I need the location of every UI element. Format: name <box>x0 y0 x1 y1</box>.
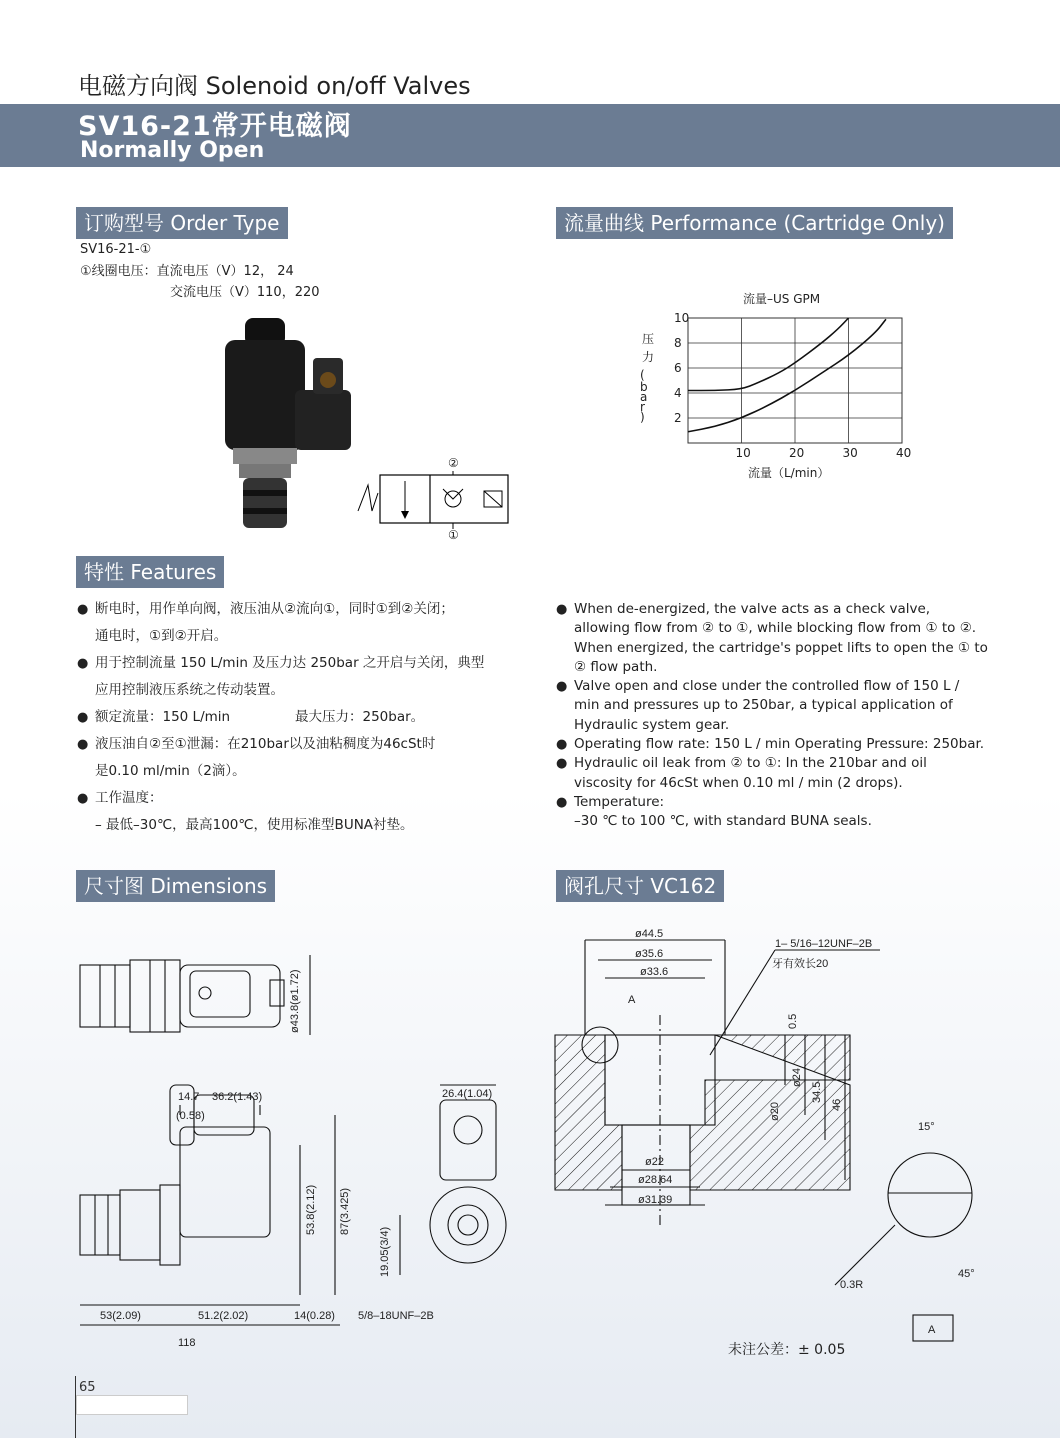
features-cn <box>95 596 535 839</box>
order-line-1: ①线圈电压：直流电压（V）12， 24 <box>80 264 294 279</box>
feature-cn-4 <box>95 704 535 731</box>
feature-cn-2: ● 用于控制流量 150 L/min 及压力达 250bar 之开启与关闭，典型 <box>95 650 535 677</box>
hydraulic-symbol <box>350 455 510 545</box>
chart-xtick-label: 30 <box>842 446 858 460</box>
dimensions-drawing <box>70 935 530 1355</box>
page-subtitle: Normally Open <box>80 138 265 163</box>
port-1-label: ① <box>448 528 459 542</box>
cavity-label-28-64: ø28.64 <box>638 1174 673 1186</box>
feature-cn-1: 通电时，①到②开启。 <box>95 628 228 644</box>
category-heading: 电磁方向阀 Solenoid on/off Valves <box>78 72 471 100</box>
dim-label-87: 87(3.425) <box>339 1187 351 1235</box>
features-en <box>574 600 989 832</box>
order-type-heading: 订购型号 Order Type <box>76 207 288 239</box>
feature-en-0: ● When de-energized, the valve acts as a check valve, allowing flow from ② to ①, while blocking flow from ① to ②. When energized, the cartridge's poppet lifts to open the ① to ② flow path. <box>574 600 989 677</box>
dim-label-14: 14(0.28) <box>294 1310 335 1322</box>
cavity-heading: 阀孔尺寸 VC162 <box>556 870 724 902</box>
cavity-label-20: ø20 <box>769 1102 781 1121</box>
feature-cn-flow: 额定流量：150 L/min <box>95 709 231 725</box>
chart-series-line-1 <box>688 319 886 432</box>
cavity-label-45deg: 45° <box>958 1268 975 1280</box>
chart-ylabel: 压力( b a r ) <box>640 332 655 424</box>
tolerance-note: 未注公差：± 0.05 <box>728 1342 846 1358</box>
cavity-label-35-6: ø35.6 <box>635 948 664 960</box>
cavity-label-46: 46 <box>831 1098 843 1111</box>
chart-ytick-label: 10 <box>674 311 690 325</box>
dim-label-118: 118 <box>178 1337 196 1349</box>
cavity-label-15deg: 15° <box>918 1121 935 1133</box>
page-number: 65 <box>79 1380 96 1395</box>
dim-label-36-2: 36.2(1.43) <box>212 1091 263 1103</box>
cavity-label-34-5: 34.5 <box>811 1081 823 1103</box>
order-line-2: 交流电压（V）110，220 <box>170 285 320 300</box>
dim-label-19-05: 19.05(3/4) <box>379 1226 391 1277</box>
dim-label-14-7: 14.7 <box>178 1091 200 1103</box>
feature-en-3: ● Hydraulic oil leak from ② to ①: In the 210bar and oil viscosity for 46cSt when 0.10 ml / min (2 drops). <box>574 754 989 793</box>
cavity-label-thread: 1– 5/16–12UNF–2B <box>775 938 873 950</box>
cavity-label-22: ø22 <box>645 1156 664 1168</box>
dim-label-0-58: (0.58) <box>176 1110 205 1122</box>
feature-en-5: –30 ℃ to 100 ℃, with standard BUNA seals. <box>574 813 872 830</box>
feature-cn-pressure: 最大压力：250bar。 <box>295 709 425 725</box>
dimensions-heading: 尺寸图 Dimensions <box>76 870 275 902</box>
footer-box <box>76 1395 188 1415</box>
chart-ytick-label: 4 <box>674 386 682 400</box>
feature-cn-3: 应用控制液压系统之传动装置。 <box>95 682 284 698</box>
dim-label-53-8: 53.8(2.12) <box>305 1184 317 1235</box>
chart-xtick-label: 20 <box>789 446 805 460</box>
cavity-label-0-3r: 0.3R <box>840 1279 864 1291</box>
dim-label-26-4: 26.4(1.04) <box>442 1088 493 1100</box>
chart-xtick-label: 40 <box>896 446 912 460</box>
feature-en-2: ● Operating flow rate: 150 L / min Operating Pressure: 250bar. <box>574 735 989 754</box>
order-model: SV16-21-① <box>80 242 152 257</box>
performance-heading: 流量曲线 Performance (Cartridge Only) <box>556 207 953 239</box>
cavity-datum-a-box: A <box>928 1324 936 1336</box>
cavity-label-44-5: ø44.5 <box>635 928 664 940</box>
feature-en-4: ● Temperature: <box>574 793 989 812</box>
chart-ytick-label: 2 <box>674 411 682 425</box>
performance-chart <box>630 285 920 485</box>
feature-cn-9: – 最低–30℃，最高100℃，使用标准型BUNA衬垫。 <box>95 817 414 833</box>
cavity-label-thread-length: 牙有效长20 <box>772 958 829 970</box>
cavity-label-33-6: ø33.6 <box>640 966 669 978</box>
cavity-drawing <box>550 925 1010 1345</box>
dim-label-thread: 5/8–18UNF–2B <box>358 1310 434 1322</box>
feature-cn-7: 是0.10 ml/min（2滴）。 <box>95 763 246 779</box>
dim-label-diameter: ø43.8(ø1.72) <box>289 969 301 1033</box>
features-heading: 特性 Features <box>76 556 224 588</box>
chart-ytick-label: 8 <box>674 336 682 350</box>
page-title: SV16-21常开电磁阀 <box>78 111 352 142</box>
port-2-label: ② <box>448 456 459 470</box>
feature-cn-8: ● 工作温度： <box>95 785 535 812</box>
chart-title: 流量–US GPM <box>743 292 821 306</box>
chart-xlabel: 流量（L/min） <box>748 466 830 480</box>
cavity-datum-a: A <box>628 994 636 1006</box>
feature-en-1: ● Valve open and close under the controlled flow of 150 L / min and pressures up to 250bar, a typical application of Hydraulic system gear. <box>574 677 989 735</box>
dim-label-51-2: 51.2(2.02) <box>198 1310 249 1322</box>
feature-cn-6: ● 液压油自②至①泄漏：在210bar以及油粘稠度为46cSt时 <box>95 731 535 758</box>
cavity-label-24: ø24 <box>791 1068 803 1087</box>
cavity-label-31-39: ø31.39 <box>638 1194 673 1206</box>
feature-cn-0: ● 断电时，用作单向阀，液压油从②流向①，同时①到②关闭； <box>95 596 535 623</box>
chart-ytick-label: 6 <box>674 361 682 375</box>
dim-label-53: 53(2.09) <box>100 1310 141 1322</box>
cavity-label-0-5: 0.5 <box>787 1013 799 1029</box>
chart-xtick-label: 10 <box>735 446 751 460</box>
chart-series-line-0 <box>688 318 849 391</box>
